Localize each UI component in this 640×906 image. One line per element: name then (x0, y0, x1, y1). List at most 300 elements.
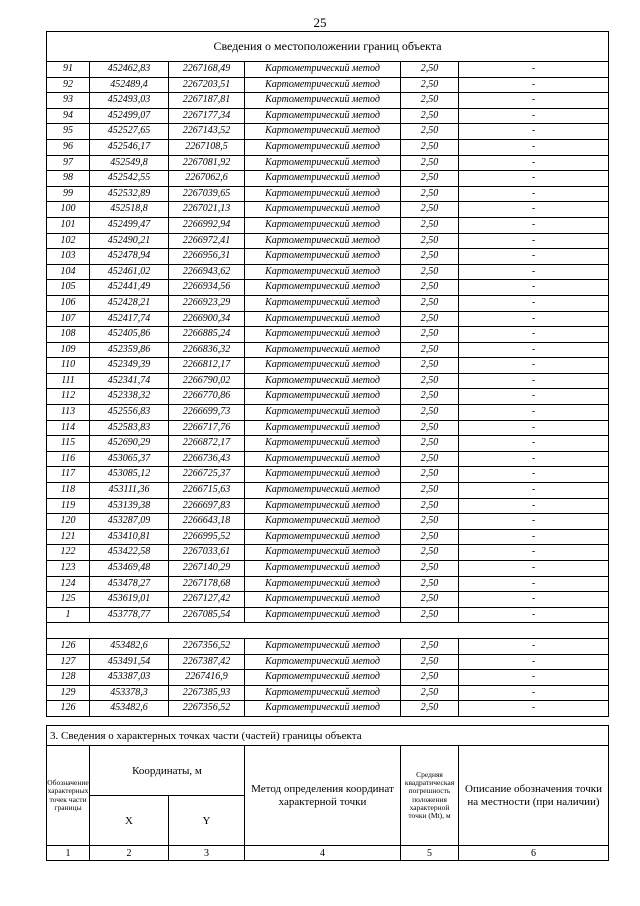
accuracy-cell: 2,50 (401, 545, 459, 561)
table-row (47, 701, 609, 717)
table-row (47, 217, 609, 233)
point-number-cell: 105 (47, 280, 90, 296)
coordinate-y-cell: 2266699,73 (169, 405, 245, 421)
coordinate-x-cell: 452462,83 (90, 62, 169, 78)
coordinate-x-cell: 453778,77 (90, 607, 169, 623)
description-cell: - (459, 327, 609, 343)
method-cell: Картометрический метод (245, 124, 401, 140)
table-row (47, 342, 609, 358)
coordinate-x-cell: 452542,55 (90, 171, 169, 187)
accuracy-cell: 2,50 (401, 576, 459, 592)
method-cell: Картометрический метод (245, 685, 401, 701)
point-number-cell: 118 (47, 483, 90, 499)
accuracy-cell: 2,50 (401, 311, 459, 327)
page-number: 25 (313, 15, 327, 30)
coordinate-y-cell: 2267127,42 (169, 592, 245, 608)
point-number-cell: 98 (47, 171, 90, 187)
point-number-cell: 109 (47, 342, 90, 358)
description-cell: - (459, 249, 609, 265)
coordinate-x-cell: 453469,48 (90, 561, 169, 577)
accuracy-cell: 2,50 (401, 124, 459, 140)
coordinate-x-cell: 453111,36 (90, 483, 169, 499)
column-number: 2 (90, 846, 169, 861)
coordinate-y-cell: 2266715,63 (169, 483, 245, 499)
coordinate-x-cell: 452499,47 (90, 217, 169, 233)
table-row (47, 389, 609, 405)
table-row (47, 202, 609, 218)
method-cell: Картометрический метод (245, 108, 401, 124)
table-row (47, 358, 609, 374)
coordinate-y-cell: 2266934,56 (169, 280, 245, 296)
coordinate-y-cell: 2267081,92 (169, 155, 245, 171)
header-point-label: Обозначение характерных точек части границы (47, 746, 90, 846)
point-number-cell: 108 (47, 327, 90, 343)
table-row (47, 607, 609, 623)
coordinate-x-cell: 452532,89 (90, 186, 169, 202)
method-cell: Картометрический метод (245, 670, 401, 686)
method-cell: Картометрический метод (245, 295, 401, 311)
column-number: 1 (47, 846, 90, 861)
method-cell: Картометрический метод (245, 217, 401, 233)
description-cell: - (459, 295, 609, 311)
point-number-cell: 107 (47, 311, 90, 327)
method-cell: Картометрический метод (245, 358, 401, 374)
description-cell: - (459, 342, 609, 358)
point-number-cell: 128 (47, 670, 90, 686)
accuracy-cell: 2,50 (401, 607, 459, 623)
accuracy-cell: 2,50 (401, 654, 459, 670)
coordinate-y-cell: 2266770,86 (169, 389, 245, 405)
coordinate-y-cell: 2266923,29 (169, 295, 245, 311)
table-row (47, 576, 609, 592)
separator-row (47, 623, 609, 639)
table-row (47, 139, 609, 155)
coordinate-x-cell: 452338,32 (90, 389, 169, 405)
coordinate-x-cell: 453619,01 (90, 592, 169, 608)
accuracy-cell: 2,50 (401, 217, 459, 233)
accuracy-cell: 2,50 (401, 701, 459, 717)
description-cell: - (459, 186, 609, 202)
description-cell: - (459, 592, 609, 608)
method-cell: Картометрический метод (245, 311, 401, 327)
accuracy-cell: 2,50 (401, 451, 459, 467)
description-cell: - (459, 233, 609, 249)
description-cell: - (459, 358, 609, 374)
coordinate-x-cell: 453085,12 (90, 467, 169, 483)
method-cell: Картометрический метод (245, 638, 401, 654)
coordinate-y-cell: 2267140,29 (169, 561, 245, 577)
method-cell: Картометрический метод (245, 373, 401, 389)
description-cell: - (459, 607, 609, 623)
column-number: 6 (459, 846, 609, 861)
description-cell: - (459, 638, 609, 654)
description-cell: - (459, 311, 609, 327)
accuracy-cell: 2,50 (401, 139, 459, 155)
boundary-table (46, 31, 609, 717)
accuracy-cell: 2,50 (401, 186, 459, 202)
table-row (47, 467, 609, 483)
point-number-cell: 122 (47, 545, 90, 561)
table-row (47, 483, 609, 499)
table-row (47, 373, 609, 389)
method-cell: Картометрический метод (245, 93, 401, 109)
header-y: Y (169, 796, 245, 846)
point-number-cell: 103 (47, 249, 90, 265)
table-row (47, 93, 609, 109)
method-cell: Картометрический метод (245, 186, 401, 202)
coordinate-y-cell: 2267039,65 (169, 186, 245, 202)
accuracy-cell: 2,50 (401, 62, 459, 78)
coordinate-x-cell: 453482,6 (90, 701, 169, 717)
description-cell: - (459, 373, 609, 389)
accuracy-cell: 2,50 (401, 389, 459, 405)
method-cell: Картометрический метод (245, 327, 401, 343)
coordinate-y-cell: 2266697,83 (169, 498, 245, 514)
description-cell: - (459, 155, 609, 171)
description-cell: - (459, 62, 609, 78)
description-cell: - (459, 405, 609, 421)
coordinate-x-cell: 452556,83 (90, 405, 169, 421)
point-number-cell: 93 (47, 93, 90, 109)
coordinate-x-cell: 452441,49 (90, 280, 169, 296)
accuracy-cell: 2,50 (401, 155, 459, 171)
coordinate-y-cell: 2267168,49 (169, 62, 245, 78)
method-cell: Картометрический метод (245, 171, 401, 187)
description-cell: - (459, 171, 609, 187)
column-number: 3 (169, 846, 245, 861)
accuracy-cell: 2,50 (401, 295, 459, 311)
table-row (47, 498, 609, 514)
table-row (47, 233, 609, 249)
coordinate-x-cell: 453410,81 (90, 529, 169, 545)
table-row (47, 638, 609, 654)
point-number-cell: 94 (47, 108, 90, 124)
point-number-cell: 115 (47, 436, 90, 452)
coordinate-y-cell: 2266725,37 (169, 467, 245, 483)
coordinate-x-cell: 452690,29 (90, 436, 169, 452)
coordinate-y-cell: 2267177,34 (169, 108, 245, 124)
table-row (47, 451, 609, 467)
coordinate-x-cell: 453378,3 (90, 685, 169, 701)
header-description: Описание обозначения точки на местности (при наличии) (459, 746, 609, 846)
point-number-cell: 1 (47, 607, 90, 623)
method-cell: Картометрический метод (245, 467, 401, 483)
description-cell: - (459, 217, 609, 233)
coordinate-y-cell: 2267143,52 (169, 124, 245, 140)
accuracy-cell: 2,50 (401, 529, 459, 545)
table-row (47, 436, 609, 452)
coordinate-y-cell: 2267356,52 (169, 701, 245, 717)
description-cell: - (459, 467, 609, 483)
coordinate-x-cell: 453287,09 (90, 514, 169, 530)
point-number-cell: 97 (47, 155, 90, 171)
method-cell: Картометрический метод (245, 545, 401, 561)
table-row (47, 514, 609, 530)
coordinate-x-cell: 453478,27 (90, 576, 169, 592)
table-row (47, 171, 609, 187)
coordinate-y-cell: 2266736,43 (169, 451, 245, 467)
coordinate-x-cell: 452341,74 (90, 373, 169, 389)
coordinate-x-cell: 453422,58 (90, 545, 169, 561)
coordinate-y-cell: 2267085,54 (169, 607, 245, 623)
header-coordinates: Координаты, м (90, 746, 245, 796)
point-number-cell: 96 (47, 139, 90, 155)
method-cell: Картометрический метод (245, 420, 401, 436)
method-cell: Картометрический метод (245, 342, 401, 358)
header-x: X (90, 796, 169, 846)
table-row (47, 124, 609, 140)
method-cell: Картометрический метод (245, 249, 401, 265)
description-cell: - (459, 685, 609, 701)
column-number: 4 (245, 846, 401, 861)
method-cell: Картометрический метод (245, 529, 401, 545)
method-cell: Картометрический метод (245, 451, 401, 467)
coordinate-x-cell: 452461,02 (90, 264, 169, 280)
description-cell: - (459, 514, 609, 530)
coordinate-y-cell: 2266995,52 (169, 529, 245, 545)
point-number-cell: 91 (47, 62, 90, 78)
description-cell: - (459, 436, 609, 452)
method-cell: Картометрический метод (245, 514, 401, 530)
description-cell: - (459, 576, 609, 592)
coordinate-x-cell: 452478,94 (90, 249, 169, 265)
method-cell: Картометрический метод (245, 77, 401, 93)
description-cell: - (459, 701, 609, 717)
method-cell: Картометрический метод (245, 62, 401, 78)
method-cell: Картометрический метод (245, 436, 401, 452)
coordinate-y-cell: 2266812,17 (169, 358, 245, 374)
method-cell: Картометрический метод (245, 155, 401, 171)
accuracy-cell: 2,50 (401, 233, 459, 249)
accuracy-cell: 2,50 (401, 249, 459, 265)
coordinate-x-cell: 452359,86 (90, 342, 169, 358)
accuracy-cell: 2,50 (401, 592, 459, 608)
accuracy-cell: 2,50 (401, 358, 459, 374)
accuracy-cell: 2,50 (401, 483, 459, 499)
accuracy-cell: 2,50 (401, 202, 459, 218)
accuracy-cell: 2,50 (401, 108, 459, 124)
method-cell: Картометрический метод (245, 701, 401, 717)
coordinate-x-cell: 452405,86 (90, 327, 169, 343)
method-cell: Картометрический метод (245, 576, 401, 592)
point-number-cell: 125 (47, 592, 90, 608)
accuracy-cell: 2,50 (401, 467, 459, 483)
method-cell: Картометрический метод (245, 389, 401, 405)
description-cell: - (459, 280, 609, 296)
coordinate-x-cell: 453065,37 (90, 451, 169, 467)
accuracy-cell: 2,50 (401, 420, 459, 436)
table-row (47, 155, 609, 171)
table-row (47, 327, 609, 343)
point-number-cell: 100 (47, 202, 90, 218)
point-number-cell: 99 (47, 186, 90, 202)
method-cell: Картометрический метод (245, 654, 401, 670)
point-number-cell: 106 (47, 295, 90, 311)
coordinate-y-cell: 2267187,81 (169, 93, 245, 109)
point-number-cell: 129 (47, 685, 90, 701)
coordinate-x-cell: 452490,21 (90, 233, 169, 249)
accuracy-cell: 2,50 (401, 264, 459, 280)
coordinate-y-cell: 2266900,34 (169, 311, 245, 327)
coordinate-x-cell: 452499,07 (90, 108, 169, 124)
point-number-cell: 116 (47, 451, 90, 467)
accuracy-cell: 2,50 (401, 514, 459, 530)
method-cell: Картометрический метод (245, 561, 401, 577)
accuracy-cell: 2,50 (401, 685, 459, 701)
method-cell: Картометрический метод (245, 592, 401, 608)
description-cell: - (459, 451, 609, 467)
point-number-cell: 126 (47, 701, 90, 717)
accuracy-cell: 2,50 (401, 373, 459, 389)
description-cell: - (459, 483, 609, 499)
accuracy-cell: 2,50 (401, 171, 459, 187)
header-method: Метод определения координат характерной точки (245, 746, 401, 846)
coordinate-y-cell: 2266643,18 (169, 514, 245, 530)
coordinate-y-cell: 2267203,51 (169, 77, 245, 93)
table-row (47, 264, 609, 280)
accuracy-cell: 2,50 (401, 561, 459, 577)
coordinate-x-cell: 452428,21 (90, 295, 169, 311)
table-row (47, 186, 609, 202)
table-title: Сведения о местоположении границ объекта (47, 32, 609, 62)
point-number-cell: 92 (47, 77, 90, 93)
point-number-cell: 114 (47, 420, 90, 436)
coordinate-y-cell: 2267178,68 (169, 576, 245, 592)
accuracy-cell: 2,50 (401, 342, 459, 358)
accuracy-cell: 2,50 (401, 93, 459, 109)
table-row (47, 420, 609, 436)
point-number-cell: 95 (47, 124, 90, 140)
coordinate-y-cell: 2267021,13 (169, 202, 245, 218)
coordinate-x-cell: 452546,17 (90, 139, 169, 155)
point-number-cell: 124 (47, 576, 90, 592)
table-row (47, 561, 609, 577)
table-row (47, 654, 609, 670)
separator-cell (47, 623, 609, 639)
point-number-cell: 121 (47, 529, 90, 545)
table-row (47, 545, 609, 561)
method-cell: Картометрический метод (245, 202, 401, 218)
point-number-cell: 102 (47, 233, 90, 249)
coordinate-x-cell: 453387,03 (90, 670, 169, 686)
coordinate-y-cell: 2266872,17 (169, 436, 245, 452)
accuracy-cell: 2,50 (401, 280, 459, 296)
description-cell: - (459, 561, 609, 577)
coordinate-y-cell: 2267062,6 (169, 171, 245, 187)
accuracy-cell: 2,50 (401, 436, 459, 452)
description-cell: - (459, 420, 609, 436)
coordinate-y-cell: 2266943,62 (169, 264, 245, 280)
description-cell: - (459, 654, 609, 670)
table-row (47, 295, 609, 311)
coordinate-y-cell: 2266972,41 (169, 233, 245, 249)
table-row (47, 249, 609, 265)
table-row (47, 280, 609, 296)
point-number-cell: 111 (47, 373, 90, 389)
method-cell: Картометрический метод (245, 139, 401, 155)
point-number-cell: 113 (47, 405, 90, 421)
point-number-cell: 104 (47, 264, 90, 280)
point-number-cell: 117 (47, 467, 90, 483)
point-number-cell: 119 (47, 498, 90, 514)
description-cell: - (459, 389, 609, 405)
table-row (47, 62, 609, 78)
method-cell: Картометрический метод (245, 498, 401, 514)
coordinate-x-cell: 453482,6 (90, 638, 169, 654)
coordinate-y-cell: 2266956,31 (169, 249, 245, 265)
coordinate-x-cell: 452518,8 (90, 202, 169, 218)
table-row (47, 592, 609, 608)
table-row (47, 108, 609, 124)
accuracy-cell: 2,50 (401, 670, 459, 686)
description-cell: - (459, 545, 609, 561)
accuracy-cell: 2,50 (401, 638, 459, 654)
coordinate-x-cell: 452489,4 (90, 77, 169, 93)
coordinate-x-cell: 452417,74 (90, 311, 169, 327)
table-row (47, 529, 609, 545)
method-cell: Картометрический метод (245, 483, 401, 499)
coordinate-y-cell: 2266717,76 (169, 420, 245, 436)
coordinate-x-cell: 452493,03 (90, 93, 169, 109)
point-number-cell: 112 (47, 389, 90, 405)
method-cell: Картометрический метод (245, 233, 401, 249)
description-cell: - (459, 77, 609, 93)
coordinate-y-cell: 2266790,02 (169, 373, 245, 389)
point-number-cell: 126 (47, 638, 90, 654)
coordinate-y-cell: 2267385,93 (169, 685, 245, 701)
description-cell: - (459, 670, 609, 686)
table-row (47, 77, 609, 93)
accuracy-cell: 2,50 (401, 498, 459, 514)
coordinate-x-cell: 452583,83 (90, 420, 169, 436)
table-row (47, 670, 609, 686)
table-row (47, 405, 609, 421)
description-cell: - (459, 93, 609, 109)
method-cell: Картометрический метод (245, 280, 401, 296)
header-accuracy: Средняя квадратическая погрешность положения характерной точки (Мt), м (401, 746, 459, 846)
coordinate-x-cell: 453491,54 (90, 654, 169, 670)
table-row (47, 311, 609, 327)
section3-table (46, 725, 609, 861)
description-cell: - (459, 498, 609, 514)
description-cell: - (459, 139, 609, 155)
column-number: 5 (401, 846, 459, 861)
coordinate-y-cell: 2267108,5 (169, 139, 245, 155)
accuracy-cell: 2,50 (401, 327, 459, 343)
method-cell: Картометрический метод (245, 405, 401, 421)
point-number-cell: 127 (47, 654, 90, 670)
description-cell: - (459, 202, 609, 218)
coordinate-x-cell: 452527,65 (90, 124, 169, 140)
coordinate-y-cell: 2267416,9 (169, 670, 245, 686)
coordinate-x-cell: 453139,38 (90, 498, 169, 514)
coordinate-x-cell: 452349,39 (90, 358, 169, 374)
coordinate-y-cell: 2266992,94 (169, 217, 245, 233)
description-cell: - (459, 124, 609, 140)
point-number-cell: 110 (47, 358, 90, 374)
coordinate-y-cell: 2266836,32 (169, 342, 245, 358)
coordinate-y-cell: 2266885,24 (169, 327, 245, 343)
point-number-cell: 120 (47, 514, 90, 530)
point-number-cell: 101 (47, 217, 90, 233)
description-cell: - (459, 264, 609, 280)
description-cell: - (459, 529, 609, 545)
accuracy-cell: 2,50 (401, 77, 459, 93)
description-cell: - (459, 108, 609, 124)
coordinate-y-cell: 2267356,52 (169, 638, 245, 654)
table-row (47, 685, 609, 701)
method-cell: Картометрический метод (245, 607, 401, 623)
